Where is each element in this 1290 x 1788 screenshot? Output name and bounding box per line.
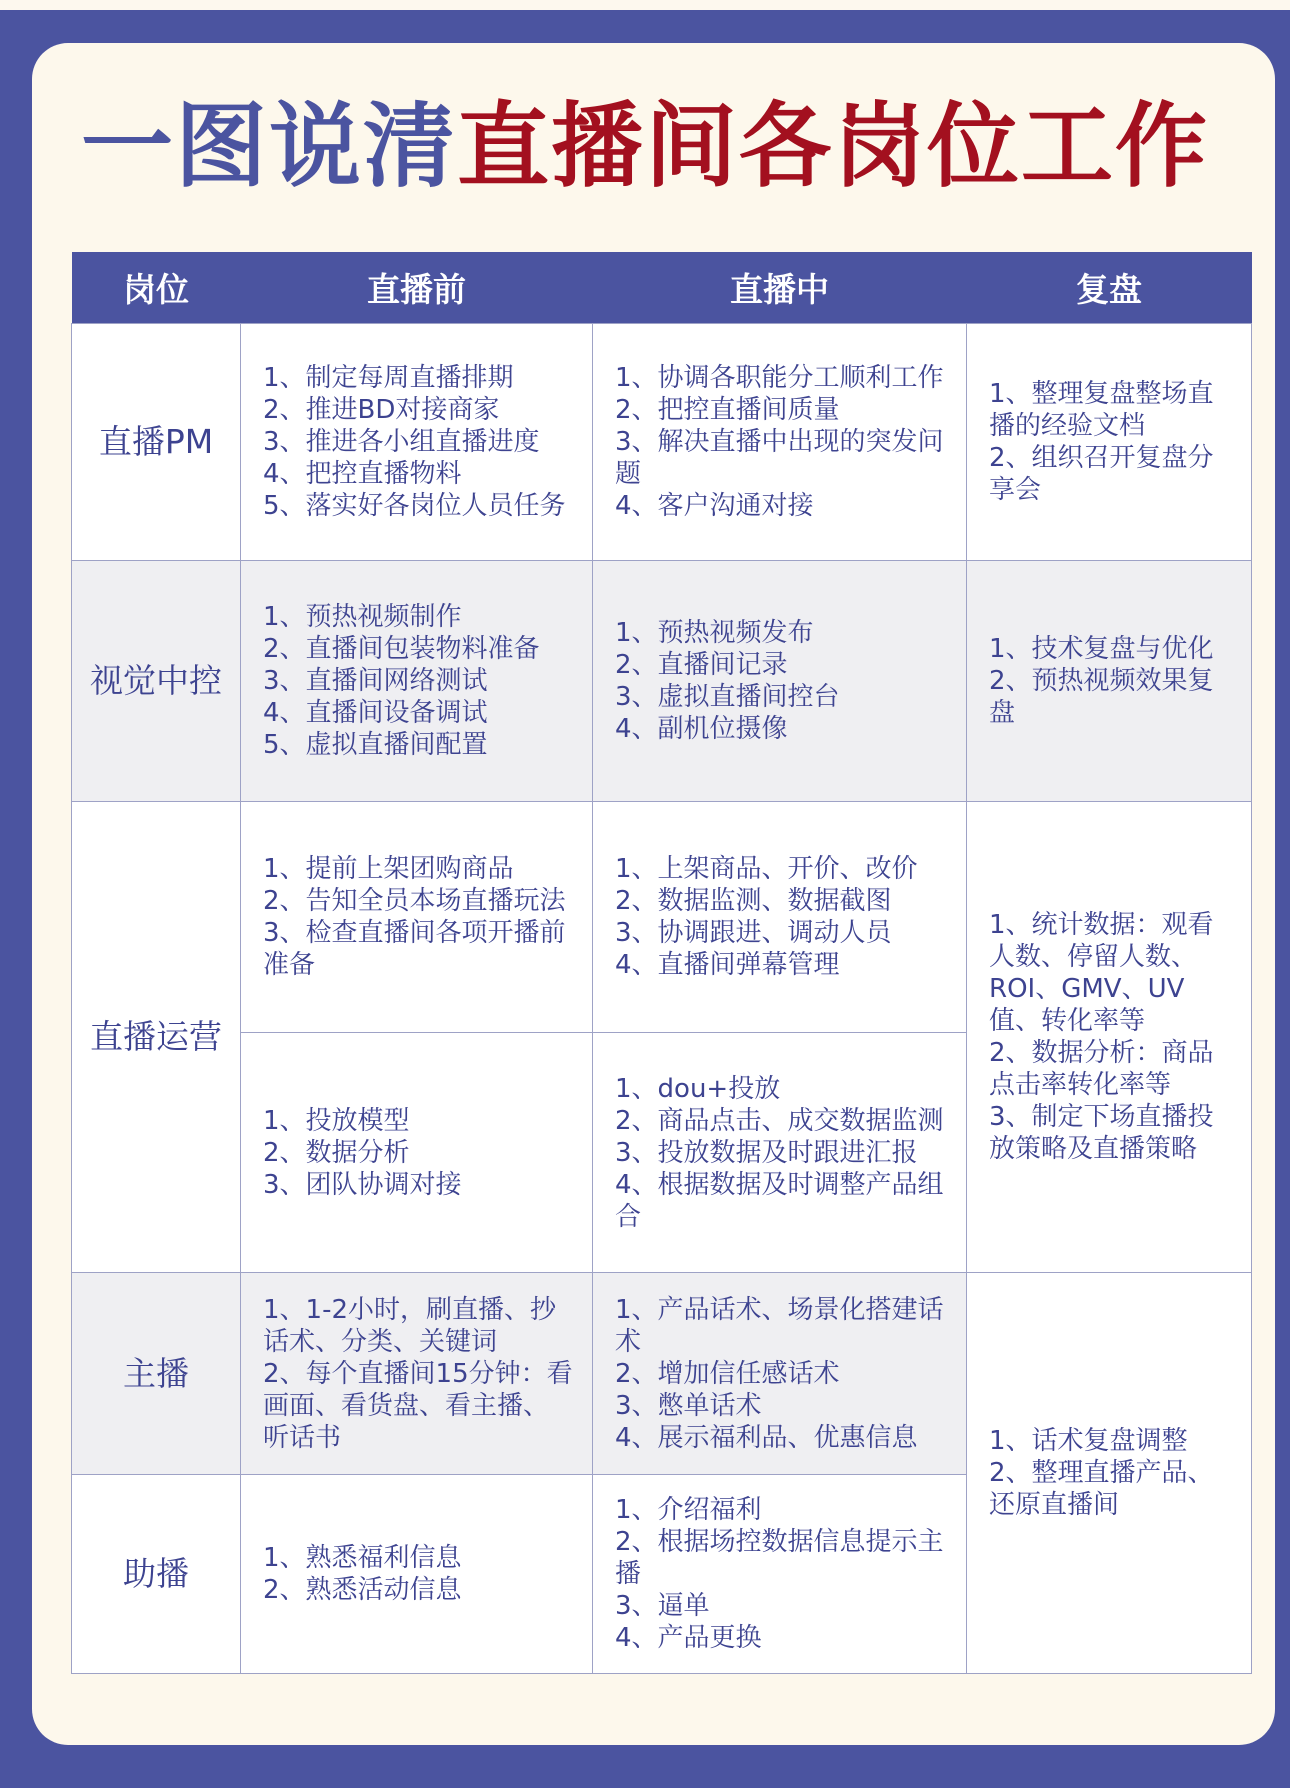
list-item: 2、熟悉活动信息 xyxy=(263,1575,462,1605)
list-item: 2、预热视频效果复盘 xyxy=(989,666,1214,728)
list-item: 4、直播间设备调试 xyxy=(263,698,488,728)
list-item: 1、预热视频制作 xyxy=(263,602,462,632)
list-item: 2、数据分析 xyxy=(263,1137,410,1168)
role-cell: 直播运营 xyxy=(72,802,241,1273)
role-cell: 视觉中控 xyxy=(72,561,241,802)
roles-table xyxy=(71,252,1252,1674)
list-item: 1、预热视频发布 xyxy=(615,618,814,648)
list-item: 2、每个直播间15分钟：看画面、看货盘、看主播、听话书 xyxy=(263,1358,573,1453)
table-row xyxy=(72,324,1252,561)
list-item: 2、根据场控数据信息提示主播 xyxy=(615,1527,944,1589)
list-item: 1、技术复盘与优化 xyxy=(989,634,1214,664)
list-item: 2、数据监测、数据截图 xyxy=(615,886,892,916)
before-cell xyxy=(241,324,593,561)
list-item: 4、客户沟通对接 xyxy=(615,491,814,521)
list-item: 3、投放数据及时跟进汇报 xyxy=(615,1137,918,1168)
list-item: 1、介绍福利 xyxy=(615,1495,762,1525)
list-item: 3、解决直播中出现的突发问题 xyxy=(615,427,944,489)
list-item: 4、根据数据及时调整产品组合 xyxy=(615,1169,944,1232)
list-item: 3、推进各小组直播进度 xyxy=(263,427,540,457)
top-band xyxy=(0,0,1290,10)
list-item: 4、把控直播物料 xyxy=(263,459,462,489)
list-item: 3、制定下场直播投放策略及直播策略 xyxy=(989,1102,1214,1164)
list-item: 2、告知全员本场直播玩法 xyxy=(263,886,566,916)
list-item: 1、协调各职能分工顺利工作 xyxy=(615,363,944,393)
list-item: 2、商品点击、成交数据监测 xyxy=(615,1105,944,1136)
list-item: 4、产品更换 xyxy=(615,1623,762,1653)
list-item: 1、整理复盘整场直播的经验文档 xyxy=(989,379,1214,441)
review-cell xyxy=(967,561,1252,802)
list-item: 1、统计数据：观看人数、停留人数、ROI、GMV、UV值、转化率等 xyxy=(989,910,1214,1036)
list-item: 1、制定每周直播排期 xyxy=(263,363,514,393)
during-cell xyxy=(593,802,967,1033)
list-item: 3、检查直播间各项开播前准备 xyxy=(263,918,566,980)
list-item: 2、把控直播间质量 xyxy=(615,395,840,425)
list-item: 1、上架商品、开价、改价 xyxy=(615,854,918,884)
list-item: 3、憋单话术 xyxy=(615,1390,762,1421)
during-cell xyxy=(593,1033,967,1273)
before-cell xyxy=(241,1033,593,1273)
before-cell xyxy=(241,561,593,802)
list-item: 2、推进BD对接商家 xyxy=(263,395,500,425)
list-item: 2、数据分析：商品点击率转化率等 xyxy=(989,1038,1214,1100)
list-item: 4、直播间弹幕管理 xyxy=(615,950,840,980)
list-item: 4、展示福利品、优惠信息 xyxy=(615,1422,918,1453)
table-row xyxy=(72,802,1252,1033)
list-item: 2、组织召开复盘分享会 xyxy=(989,443,1214,505)
list-item: 3、团队协调对接 xyxy=(263,1169,462,1200)
list-item: 3、逼单 xyxy=(615,1591,710,1621)
list-item: 3、直播间网络测试 xyxy=(263,666,488,696)
page-title xyxy=(0,92,1290,202)
review-cell xyxy=(967,324,1252,561)
list-item: 1、1-2小时，刷直播、抄话术、分类、关键词 xyxy=(263,1294,557,1357)
role-cell: 主播 xyxy=(72,1273,241,1475)
list-item: 1、话术复盘调整 xyxy=(989,1426,1188,1456)
list-item: 2、增加信任感话术 xyxy=(615,1358,840,1389)
list-item: 5、虚拟直播间配置 xyxy=(263,730,488,760)
table-row xyxy=(72,1273,1252,1475)
before-cell xyxy=(241,1475,593,1674)
list-item: 1、熟悉福利信息 xyxy=(263,1543,462,1573)
list-item: 1、dou+投放 xyxy=(615,1073,781,1104)
header-review: 复盘 xyxy=(967,252,1252,324)
table-header xyxy=(72,252,1252,324)
table-row xyxy=(72,561,1252,802)
list-item: 5、落实好各岗位人员任务 xyxy=(263,491,566,521)
header-role: 岗位 xyxy=(72,252,241,324)
title-part-blue: 一图说清 xyxy=(80,93,457,200)
header-before: 直播前 xyxy=(241,252,593,324)
header-during: 直播中 xyxy=(593,252,967,324)
before-cell xyxy=(241,802,593,1033)
during-cell xyxy=(593,561,967,802)
list-item: 1、提前上架团购商品 xyxy=(263,854,514,884)
before-cell xyxy=(241,1273,593,1475)
during-cell xyxy=(593,324,967,561)
list-item: 1、投放模型 xyxy=(263,1105,410,1136)
list-item: 3、协调跟进、调动人员 xyxy=(615,918,892,948)
list-item: 4、副机位摄像 xyxy=(615,714,788,744)
during-cell xyxy=(593,1475,967,1674)
role-cell: 助播 xyxy=(72,1475,241,1674)
list-item: 3、虚拟直播间控台 xyxy=(615,682,840,712)
list-item: 1、产品话术、场景化搭建话术 xyxy=(615,1294,944,1357)
role-cell: 直播PM xyxy=(72,324,241,561)
during-cell xyxy=(593,1273,967,1475)
list-item: 2、直播间记录 xyxy=(615,650,788,680)
review-cell xyxy=(967,1273,1252,1674)
review-cell xyxy=(967,802,1252,1273)
list-item: 2、整理直播产品、还原直播间 xyxy=(989,1458,1214,1520)
title-part-red: 直播间各岗位工作 xyxy=(457,93,1210,200)
list-item: 2、直播间包装物料准备 xyxy=(263,634,540,664)
